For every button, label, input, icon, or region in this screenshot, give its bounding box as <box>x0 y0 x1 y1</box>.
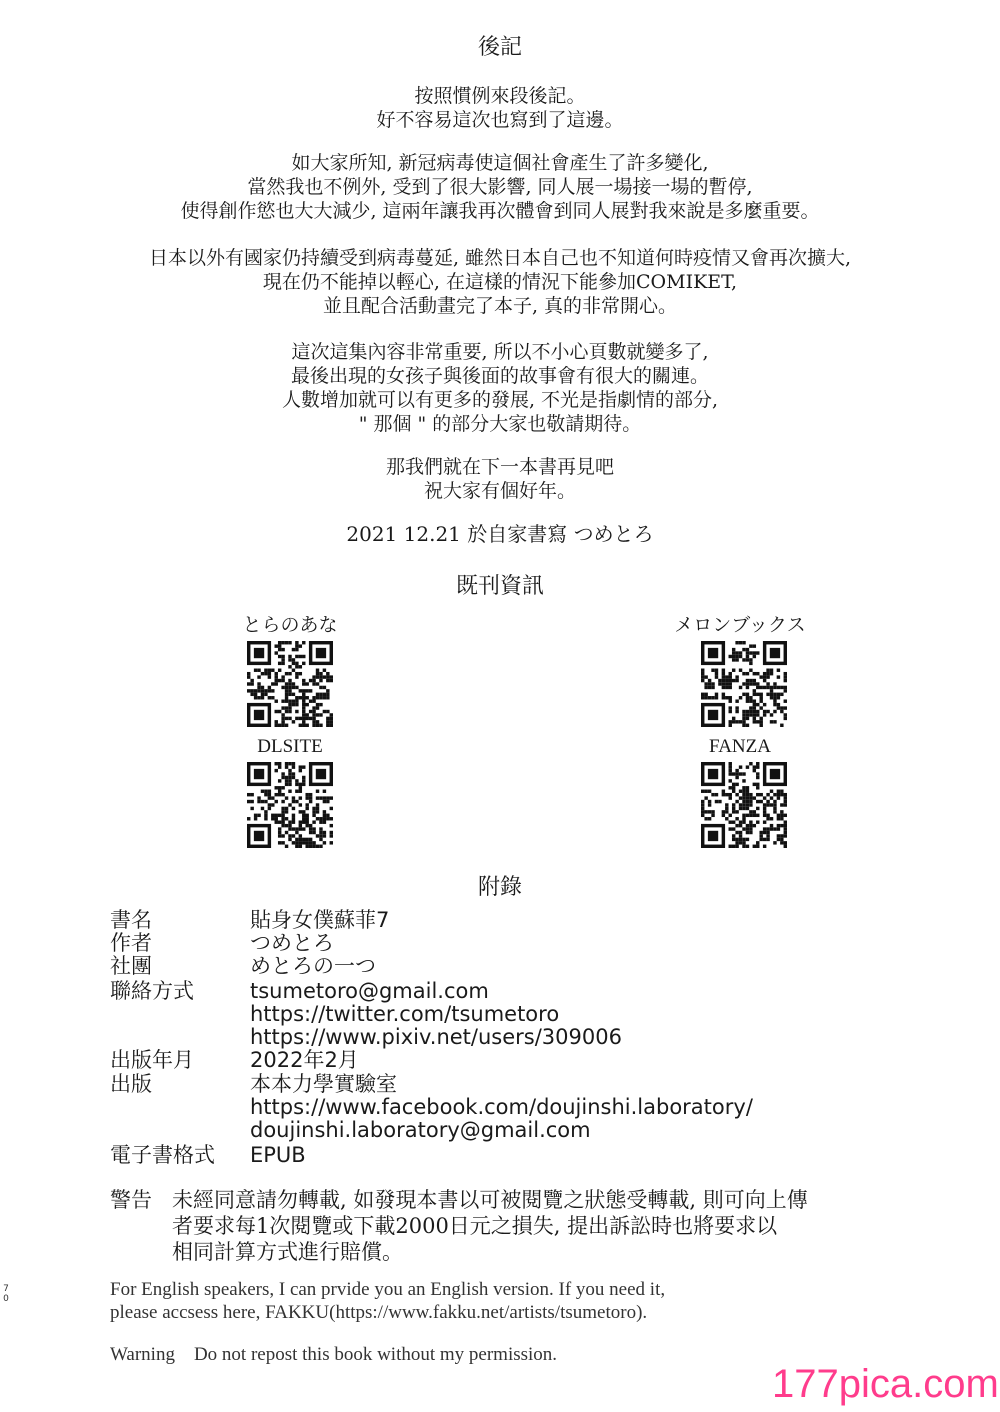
text-line: 這次這集內容非常重要, 所以不小心頁數就變多了, <box>291 341 709 363</box>
colophon-key: 出版年月 <box>110 1048 194 1072</box>
shop-label-toranoana: とらのあな <box>242 614 338 636</box>
qr-code-fanza[interactable] <box>701 762 787 848</box>
colophon-value: EPUB <box>250 1143 306 1167</box>
colophon-value: 貼身女僕蘇菲7 <box>250 908 390 932</box>
text-line: 未經同意請勿轉載, 如發現本書以可被閱覽之狀態受轉載, 則可向上傳 <box>172 1188 808 1212</box>
qr-code-toranoana[interactable] <box>247 641 333 727</box>
text-line: 使得創作慾也大大減少, 這兩年讓我再次體會到同人展對我來說是多麼重要。 <box>180 200 820 222</box>
warning-text <box>172 1187 808 1265</box>
shop-label-melonbooks: メロンブックス <box>674 614 806 636</box>
shop-label-fanza: FANZA <box>709 736 771 757</box>
colophon-value: 2022年2月 <box>250 1048 359 1072</box>
qr-code-melonbooks[interactable] <box>701 641 787 727</box>
colophon-table <box>110 909 910 1169</box>
colophon-key: 電子書格式 <box>110 1143 215 1167</box>
publisher-email-link[interactable]: doujinshi.laboratory@gmail.com <box>250 1118 591 1142</box>
colophon-key: 聯絡方式 <box>110 979 194 1003</box>
english-note-line-2: please accsess here, FAKKU(https://www.fakku.net/artists/tsumetoro). <box>110 1302 648 1323</box>
text-line: 相同計算方式進行賠償。 <box>172 1240 403 1264</box>
afterword-paragraph-5 <box>0 455 1000 503</box>
contact-pixiv-link[interactable]: https://www.pixiv.net/users/309006 <box>250 1025 622 1049</box>
text-line: 當然我也不例外, 受到了很大影響, 同人展一場接一場的暫停, <box>247 176 753 198</box>
text-line: 祝大家有個好年。 <box>423 480 576 502</box>
colophon-key: 社團 <box>110 954 152 978</box>
publisher-facebook-link[interactable]: https://www.facebook.com/doujinshi.laboratory/ <box>250 1095 753 1119</box>
afterword-title: 後記 <box>477 35 522 60</box>
text-line: 如大家所知, 新冠病毒使這個社會產生了許多變化, <box>291 152 709 174</box>
colophon-key: 書名 <box>110 908 152 932</box>
text-line: 最後出現的女孩子與後面的故事會有很大的關連。 <box>290 365 709 387</box>
colophon-key: 出版 <box>110 1072 152 1096</box>
colophon-key: 作者 <box>110 931 152 955</box>
colophon-value: めとろの一つ <box>250 954 376 978</box>
text-line: 現在仍不能掉以輕心, 在這樣的情況下能參加COMIKET, <box>262 271 738 293</box>
colophon-value: 本本力學實驗室 <box>250 1072 397 1096</box>
english-note-line-1: For English speakers, I can prvide you an English version. If you need it, <box>110 1279 666 1300</box>
text-line: 者要求每1次閱覽或下載2000日元之損失, 提出訴訟時也將要求以 <box>172 1214 778 1238</box>
shop-label-dlsite: DLSITE <box>257 736 323 757</box>
text-line: 人數增加就可以有更多的發展, 不光是指劇情的部分, <box>281 389 719 411</box>
qr-code-dlsite[interactable] <box>247 762 333 848</box>
afterword-paragraph-1 <box>0 84 1000 132</box>
contact-email-link[interactable]: tsumetoro@gmail.com <box>250 979 489 1003</box>
colophon-value: つめとろ <box>250 931 334 955</box>
appendix-title: 附錄 <box>477 875 522 900</box>
afterword-paragraph-3 <box>0 246 1000 318</box>
published-title: 既刊資訊 <box>455 574 544 599</box>
contact-twitter-link[interactable]: https://twitter.com/tsumetoro <box>250 1002 560 1026</box>
afterword-signature: 2021 12.21 於自家書寫 つめとろ <box>346 522 654 546</box>
text-line: 好不容易這次也寫到了這邊。 <box>376 109 624 131</box>
text-line: 那我們就在下一本書再見吧 <box>385 456 614 478</box>
site-watermark: 177pica.com <box>772 1362 999 1406</box>
afterword-paragraph-2 <box>0 151 1000 223</box>
page-number: 7 0 <box>3 1284 9 1304</box>
warning-label: 警告 <box>110 1188 152 1212</box>
text-line: 按照慣例來段後記。 <box>414 85 586 107</box>
text-line: 日本以外有國家仍持續受到病毒蔓延, 雖然日本自己也不知道何時疫情又會再次擴大, <box>148 247 852 269</box>
text-line: " 那個 " 的部分大家也敬請期待。 <box>358 413 642 435</box>
text-line: 並且配合活動畫完了本子, 真的非常開心。 <box>322 295 678 317</box>
english-warning: Warning Do not repost this book without my permission. <box>110 1344 558 1365</box>
afterword-paragraph-4 <box>0 340 1000 436</box>
